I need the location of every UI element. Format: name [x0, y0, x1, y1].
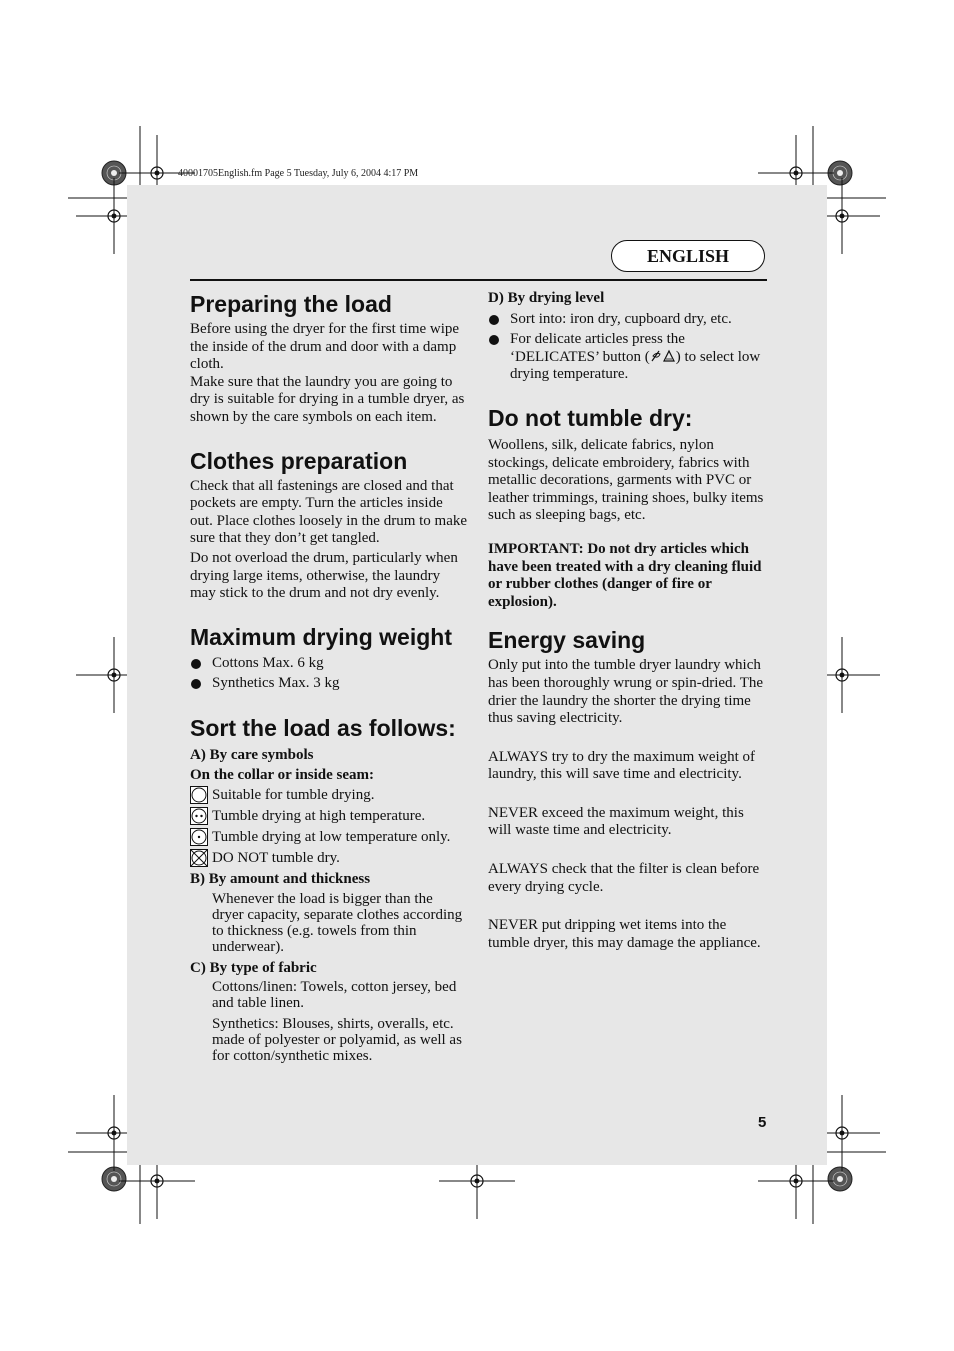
heading-do-not-tumble: Do not tumble dry:	[488, 404, 693, 431]
file-info: 40001705English.fm Page 5 Tuesday, July 6, 2004 4:17 PM	[178, 168, 419, 179]
sort-a-sub: On the collar or inside seam:	[190, 766, 375, 783]
tumble-dry-high-icon	[190, 807, 208, 825]
list-item: Tumble drying at low temperature only.	[190, 827, 468, 848]
bullet-icon	[489, 315, 499, 325]
sort-c-label: C) By type of fabric	[190, 959, 317, 976]
paragraph: ALWAYS try to dry the maximum weight of laundry, this will save time and electricity.	[488, 748, 756, 783]
list-item: DO NOT tumble dry.	[190, 848, 468, 869]
list-item: Sort into: iron dry, cupboard dry, etc.	[488, 311, 764, 329]
list-item: Suitable for tumble drying.	[190, 785, 468, 806]
list-item: Cottons Max. 6 kg	[190, 655, 468, 673]
list-item: Tumble drying at high temperature.	[190, 806, 468, 827]
list-item: For delicate articles press the ‘DELICATES’ button ( ) to select low drying temperature.	[488, 331, 764, 384]
paragraph: Only put into the tumble dryer laundry which has been thoroughly wrung or spin-dried. The drier the laundry the shorter the drying time thus saving electricity.	[488, 657, 764, 727]
sort-b-label: B) By amount and thickness	[190, 871, 371, 888]
paragraph: Woollens, silk, delicate fabrics, nylon stockings, delicate embroidery, fabrics with metallic decorations, garments with PVC or leather trimmings, training shoes, bulky items such as sleeping bags, etc.	[488, 436, 764, 524]
sort-d-label: D) By drying level	[488, 290, 605, 306]
paragraph: Before using the dryer for the first time wipe the inside of the drum and door with a damp cloth.	[190, 321, 460, 373]
paragraph: Synthetics: Blouses, shirts, overalls, etc. made of polyester or polyamid, as well as for cotton/synthetic mixes.	[212, 1016, 462, 1065]
paragraph: Cottons/linen: Towels, cotton jersey, bed and table linen.	[212, 979, 457, 1012]
bullet-icon	[191, 659, 201, 669]
paragraph: Do not overload the drum, particularly when drying large items, otherwise, the laundry may stick to the drum and not dry evenly.	[190, 549, 458, 602]
heading-sort: Sort the load as follows:	[190, 714, 456, 741]
paragraph: NEVER exceed the maximum weight, this will waste time and electricity.	[488, 804, 744, 839]
language-badge: ENGLISH	[611, 240, 765, 272]
paragraph: NEVER put dripping wet items into the tumble dryer, this may damage the appliance.	[488, 917, 761, 951]
paragraph: Check that all fastenings are closed and that pockets are empty. Turn the articles inside out. Place clothes loosely in the drum to make sure that they don’t get tangled.	[190, 477, 468, 547]
paragraph: Make sure that the laundry you are going to dry is suitable for drying in a tumble dryer, as shown by the care symbols on each item.	[190, 373, 465, 425]
header-rule	[190, 279, 767, 281]
heading-clothes: Clothes preparation	[190, 447, 408, 474]
sort-a-label: A) By care symbols	[190, 746, 314, 763]
heading-preparing: Preparing the load	[190, 291, 392, 317]
heading-weight: Maximum drying weight	[190, 623, 452, 650]
delicates-icon	[650, 349, 676, 363]
paragraph: Whenever the load is bigger than the dryer capacity, separate clothes according to thickness (e.g. towels from thin underwear).	[212, 890, 463, 955]
do-not-tumble-dry-icon	[190, 849, 208, 867]
right-column	[488, 290, 764, 952]
tumble-dry-icon	[190, 786, 208, 804]
bullet-icon	[191, 679, 201, 689]
important-note: IMPORTANT: Do not dry articles which have been treated with a dry cleaning fluid or rubber clothes (danger of fire or explosion).	[488, 540, 762, 610]
page-number: 5	[758, 1114, 767, 1131]
bullet-icon	[489, 335, 499, 345]
tumble-dry-low-icon	[190, 828, 208, 846]
heading-energy: Energy saving	[488, 627, 646, 654]
list-item: Synthetics Max. 3 kg	[190, 675, 468, 693]
paragraph: ALWAYS check that the filter is clean before every drying cycle.	[488, 861, 760, 895]
left-column	[190, 290, 468, 1064]
